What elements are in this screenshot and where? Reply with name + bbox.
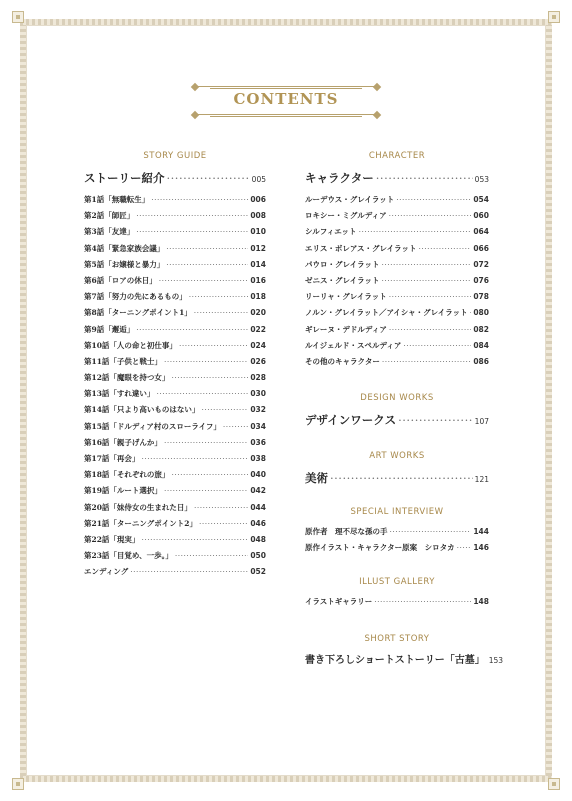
toc-entry[interactable] — [305, 322, 489, 338]
right-column — [305, 150, 504, 669]
entry-page: 014 — [250, 259, 266, 269]
toc-entry[interactable] — [305, 338, 489, 354]
leader-dots — [136, 224, 248, 240]
toc-entry[interactable] — [84, 500, 266, 516]
leader-dots — [389, 289, 472, 305]
toc-entry[interactable] — [84, 289, 266, 305]
entry-label: エリス・ボレアス・グレイラット — [305, 243, 417, 253]
entry-page: 121 — [474, 475, 489, 485]
toc-entry[interactable] — [305, 224, 489, 240]
leader-dots — [389, 322, 472, 338]
entry-page: 020 — [250, 308, 266, 318]
corner-ornament — [12, 778, 24, 790]
leader-dots — [164, 483, 248, 499]
leader-dots — [419, 241, 472, 257]
entry-page: 012 — [250, 243, 266, 253]
entry-label: ストーリー紹介 — [84, 171, 165, 185]
entry-page: 038 — [250, 454, 266, 463]
toc-entry[interactable] — [84, 192, 266, 208]
entry-page: 032 — [250, 405, 266, 415]
entry-label: 第2話「師匠」 — [84, 211, 135, 221]
entry-page: 076 — [473, 275, 489, 285]
section-heading-art-works: ART WORKS — [369, 451, 425, 462]
corner-ornament — [12, 11, 24, 23]
entry-page: 052 — [250, 567, 266, 577]
entry-label: ゼニス・グレイラット — [305, 275, 380, 285]
special-interview-section — [305, 506, 489, 556]
leader-dots — [359, 224, 472, 240]
entry-label: 第8話「ターニングポイント1」 — [84, 308, 192, 318]
entry-page: 026 — [250, 356, 266, 366]
entry-page: 005 — [251, 175, 266, 184]
leader-dots — [330, 470, 473, 486]
toc-entry[interactable] — [305, 354, 489, 370]
entry-page: 107 — [474, 417, 489, 427]
entry-label: 第9話「邂逅」 — [84, 324, 135, 334]
leader-dots — [194, 305, 249, 321]
illust-gallery-section — [305, 576, 489, 610]
entry-page: 028 — [250, 373, 266, 383]
contents-header — [190, 78, 382, 122]
section-heading-special-interview: SPECIAL INTERVIEW — [350, 507, 444, 518]
toc-entry[interactable] — [84, 224, 266, 240]
entry-label: 第23話「目覚め、一歩。」 — [84, 551, 173, 561]
leader-dots — [175, 548, 248, 564]
entry-page: 144 — [473, 527, 489, 537]
toc-entry[interactable] — [84, 516, 266, 532]
entry-page: 006 — [250, 195, 266, 204]
toc-entry[interactable] — [84, 402, 266, 418]
entry-label: 第11話「子供と戦士」 — [84, 356, 162, 366]
toc-entry[interactable] — [305, 192, 489, 208]
entry-page: 018 — [250, 292, 266, 302]
entry-label: 第6話「ロアの休日」 — [84, 275, 157, 285]
leader-dots — [166, 257, 248, 273]
entry-page: 044 — [250, 502, 266, 512]
entry-label: 第17話「再会」 — [84, 454, 140, 463]
entry-label: リーリャ・グレイラット — [305, 292, 387, 302]
leader-dots — [374, 594, 471, 610]
entry-page: 030 — [250, 389, 266, 399]
entry-label: デザインワークス — [305, 413, 397, 428]
toc-entry[interactable] — [84, 322, 266, 338]
entry-label: ルイジェルド・スペルディア — [305, 340, 402, 350]
toc-entry[interactable] — [84, 435, 266, 451]
toc-entry[interactable] — [84, 532, 266, 548]
leader-dots — [199, 516, 248, 532]
character-list — [305, 192, 489, 370]
toc-entry[interactable] — [305, 289, 489, 305]
corner-ornament — [548, 778, 560, 790]
section-heading-story-guide: STORY GUIDE — [143, 151, 207, 161]
toc-entry[interactable] — [84, 483, 266, 499]
ornament-line-bottom — [190, 112, 382, 118]
toc-entry[interactable] — [84, 241, 266, 257]
leader-dots — [403, 338, 471, 354]
leader-dots — [141, 532, 248, 548]
leader-dots — [201, 402, 248, 418]
episode-list — [84, 192, 266, 581]
entry-page: 048 — [250, 534, 266, 544]
leader-dots — [179, 338, 248, 354]
gallery-list — [305, 594, 489, 610]
entry-label: 第3話「友達」 — [84, 227, 135, 237]
design-works-section — [305, 392, 489, 428]
short-story-section — [305, 633, 504, 669]
toc-entry[interactable] — [305, 257, 489, 273]
entry-label: シルフィエット — [305, 227, 357, 237]
toc-entry[interactable] — [84, 208, 266, 224]
section-heading-illust-gallery: ILLUST GALLERY — [359, 577, 435, 588]
entry-page: 148 — [473, 597, 489, 607]
entry-page: 042 — [250, 486, 266, 496]
story-guide-column — [84, 150, 266, 581]
entry-label: イラストギャラリー — [305, 597, 373, 607]
toc-entry-story-intro[interactable] — [84, 170, 266, 186]
toc-entry[interactable] — [84, 467, 266, 483]
entry-label: 第14話「只より高いものはない」 — [84, 405, 200, 415]
entry-label: 第1話「無職転生」 — [84, 195, 150, 204]
toc-entry-art-works[interactable] — [305, 470, 489, 486]
toc-entry[interactable] — [305, 524, 489, 540]
toc-entry[interactable] — [84, 548, 266, 564]
leader-dots — [390, 524, 472, 540]
entry-label: 第13話「すれ違い」 — [84, 389, 155, 399]
entry-label: 第18話「それぞれの旅」 — [84, 470, 170, 480]
leader-dots — [159, 273, 249, 289]
leader-dots — [223, 419, 248, 435]
leader-dots — [136, 322, 248, 338]
entry-label: 第5話「お嬢様と暴力」 — [84, 259, 165, 269]
leader-dots — [381, 257, 471, 273]
leader-dots — [136, 208, 248, 224]
entry-page: 024 — [250, 340, 266, 350]
entry-page: 072 — [473, 259, 489, 269]
entry-page: 064 — [473, 227, 489, 237]
toc-entry[interactable] — [305, 540, 489, 556]
toc-entry[interactable] — [84, 386, 266, 402]
leader-dots — [396, 192, 471, 208]
entry-label: 美術 — [305, 471, 328, 486]
leader-dots — [457, 540, 472, 556]
toc-entry-character[interactable] — [305, 170, 489, 186]
interview-list — [305, 524, 489, 556]
toc-entry[interactable] — [305, 305, 489, 321]
leader-dots — [470, 305, 472, 321]
entry-label: ルーデウス・グレイラット — [305, 195, 395, 204]
leader-dots — [166, 241, 248, 257]
leader-dots — [389, 208, 472, 224]
entry-label: キャラクター — [305, 171, 374, 185]
toc-entry-design-works[interactable] — [305, 412, 489, 428]
entry-label: 第7話「努力の先にあるもの」 — [84, 292, 187, 302]
leader-dots — [171, 467, 248, 483]
leader-dots — [376, 170, 473, 186]
entry-label: 第10話「人の命と初仕事」 — [84, 340, 177, 350]
entry-page: 153 — [488, 655, 504, 665]
entry-page: 036 — [250, 437, 266, 447]
entry-label: 書き下ろしショートストーリー「古墓」 — [305, 654, 485, 666]
entry-label: パウロ・グレイラット — [305, 259, 380, 269]
entry-page: 084 — [473, 340, 489, 350]
toc-entry[interactable] — [84, 370, 266, 386]
leader-dots — [194, 500, 248, 516]
entry-page: 078 — [473, 292, 489, 302]
entry-page: 046 — [250, 518, 266, 528]
entry-page: 022 — [250, 324, 266, 334]
leader-dots — [171, 370, 248, 386]
entry-page: 034 — [250, 421, 266, 431]
entry-page: 010 — [250, 227, 266, 237]
entry-label: ロキシー・ミグルディア — [305, 211, 387, 221]
entry-page: 040 — [250, 470, 266, 480]
entry-label: ギレーヌ・デドルディア — [305, 324, 387, 334]
entry-label: 第19話「ルート選択」 — [84, 486, 162, 496]
entry-label: 第4話「緊急家族会議」 — [84, 243, 165, 253]
entry-page: 082 — [473, 324, 489, 334]
entry-label: ノルン・グレイラット／アイシャ・グレイラット — [305, 308, 468, 318]
leader-dots — [156, 386, 248, 402]
entry-label: 原作者 理不尽な孫の手 — [305, 527, 388, 537]
entry-label: 原作イラスト・キャラクター原案 シロタカ — [305, 543, 455, 553]
leader-dots — [382, 354, 471, 370]
entry-label: その他のキャラクター — [305, 356, 380, 366]
toc-entry[interactable] — [305, 241, 489, 257]
toc-entry[interactable] — [305, 208, 489, 224]
entry-page: 066 — [473, 243, 489, 253]
toc-entry[interactable] — [305, 273, 489, 289]
toc-entry[interactable] — [84, 419, 266, 435]
toc-entry[interactable] — [84, 338, 266, 354]
section-heading-character: CHARACTER — [368, 151, 426, 161]
toc-entry[interactable] — [305, 594, 489, 610]
leader-dots — [130, 564, 248, 580]
entry-page: 053 — [474, 175, 489, 184]
leader-dots — [141, 451, 248, 467]
entry-page: 080 — [473, 308, 489, 318]
entry-label: エンディング — [84, 567, 129, 577]
toc-entry[interactable] — [84, 305, 266, 321]
entry-page: 146 — [473, 543, 489, 553]
entry-page: 008 — [250, 211, 266, 221]
entry-page: 086 — [473, 356, 489, 366]
leader-dots — [164, 354, 248, 370]
art-works-section — [305, 450, 489, 486]
leader-dots — [189, 289, 249, 305]
entry-label: 第20話「妹侍女の生まれた日」 — [84, 502, 192, 512]
toc-entry[interactable] — [84, 451, 266, 467]
entry-page: 060 — [473, 211, 489, 221]
entry-page: 054 — [473, 195, 489, 204]
section-heading-short-story: SHORT STORY — [364, 633, 430, 644]
entry-page: 016 — [250, 275, 266, 285]
entry-label: 第22話「現実」 — [84, 534, 140, 544]
entry-label: 第12話「魔眼を持つ女」 — [84, 373, 170, 383]
entry-label: 第21話「ターニングポイント2」 — [84, 518, 198, 528]
entry-page: 050 — [250, 551, 266, 561]
toc-entry[interactable] — [84, 564, 266, 580]
entry-label: 第15話「ドルディア村のスローライフ」 — [84, 421, 221, 431]
toc-entry-short-story[interactable] — [305, 653, 504, 669]
leader-dots — [398, 412, 473, 428]
entry-label: 第16話「親子げんか」 — [84, 437, 162, 447]
corner-ornament — [548, 11, 560, 23]
toc-entry[interactable] — [84, 257, 266, 273]
leader-dots — [164, 435, 248, 451]
section-heading-design-works: DESIGN WORKS — [360, 393, 434, 404]
page-title: CONTENTS — [233, 90, 339, 108]
leader-dots — [151, 192, 248, 208]
leader-dots — [381, 273, 471, 289]
leader-dots — [167, 170, 250, 186]
toc-entry[interactable] — [84, 273, 266, 289]
toc-entry[interactable] — [84, 354, 266, 370]
